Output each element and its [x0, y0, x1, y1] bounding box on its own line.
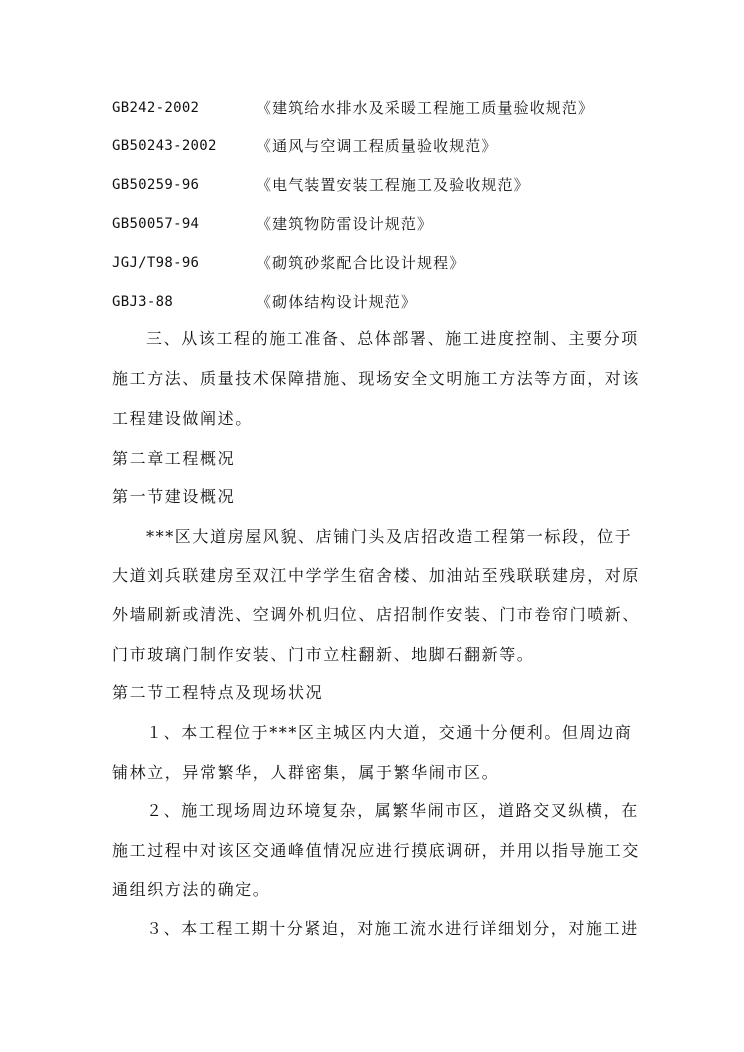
- paragraph-line: ***区大道房屋风貌、店铺门头及店招改造工程第一标段，位于: [146, 527, 633, 546]
- paragraph-line: 大道刘兵联建房至双江中学学生宿舍楼、加油站至残联联建房，对原: [112, 566, 641, 585]
- section-title: 第一节建设概况: [112, 487, 236, 506]
- paragraph-line: 三、从该工程的施工准备、总体部署、施工进度控制、主要分项: [146, 329, 639, 348]
- paragraph-line: 铺林立，异常繁华，人群密集，属于繁华闹市区。: [112, 763, 500, 782]
- standard-code: JGJ/T98-96: [112, 255, 200, 271]
- paragraph-line: ３、本工程工期十分紧迫，对施工流水进行详细划分，对施工进: [146, 919, 639, 938]
- standard-title: 《砌筑砂浆配合比设计规程》: [256, 254, 466, 272]
- standard-title: 《建筑物防雷设计规范》: [256, 215, 434, 233]
- paragraph-line: 工程建设做阐述。: [112, 409, 253, 428]
- paragraph-line: ２、施工现场周边环境复杂，属繁华闹市区，道路交叉纵横，在: [146, 801, 639, 820]
- standard-code: GB242-2002: [112, 100, 200, 116]
- standard-title: 《砌体结构设计规范》: [256, 293, 418, 311]
- standard-code: GBJ3-88: [112, 294, 174, 310]
- standard-title: 《通风与空调工程质量验收规范》: [256, 137, 498, 155]
- standard-code: GB50057-94: [112, 216, 200, 232]
- paragraph-line: 门市玻璃门制作安装、门市立柱翻新、地脚石翻新等。: [112, 645, 535, 664]
- paragraph-line: １、本工程位于***区主城区内大道，交通十分便利。但周边商: [146, 723, 633, 742]
- standard-code: GB50243-2002: [112, 138, 217, 154]
- paragraph-line: 通组织方法的确定。: [112, 880, 271, 899]
- standard-code: GB50259-96: [112, 177, 200, 193]
- standard-title: 《建筑给水排水及采暖工程施工质量验收规范》: [256, 99, 595, 117]
- paragraph-line: 外墙刷新或清洗、空调外机归位、店招制作安装、门市卷帘门喷新、: [112, 605, 641, 624]
- paragraph-line: 施工方法、质量技术保障措施、现场安全文明施工方法等方面，对该: [112, 369, 641, 388]
- paragraph-line: 施工过程中对该区交通峰值情况应进行摸底调研，并用以指导施工交: [112, 841, 641, 860]
- chapter-title: 第二章工程概况: [112, 449, 236, 468]
- section-title: 第二节工程特点及现场状况: [112, 683, 324, 702]
- standard-title: 《电气装置安装工程施工及验收规范》: [256, 176, 530, 194]
